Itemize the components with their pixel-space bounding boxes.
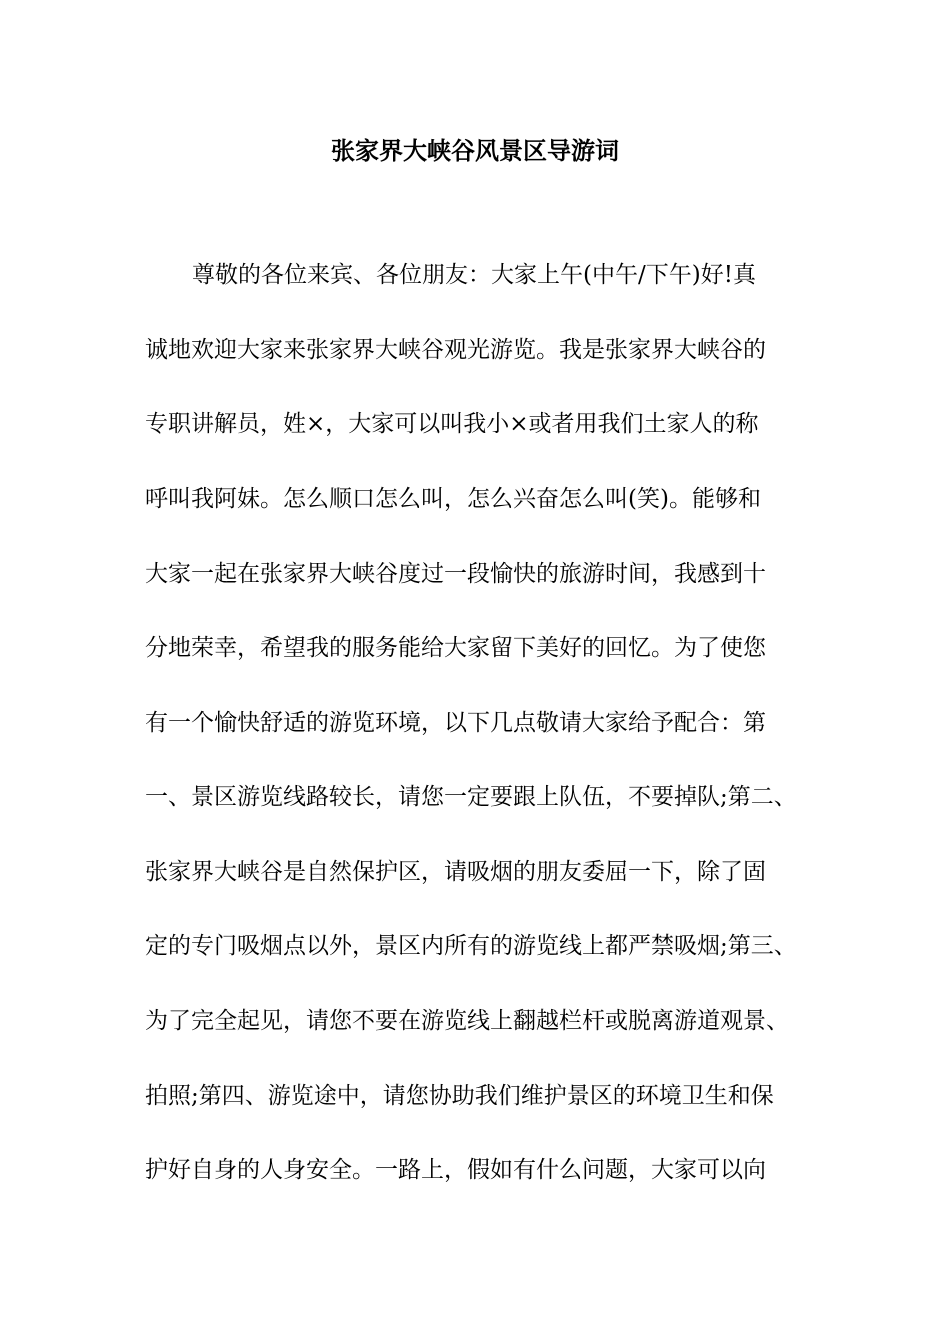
paragraph-line-2: 诚地欢迎大家来张家界大峡谷观光游览。我是张家界大峡谷的 [145, 337, 766, 363]
paragraph-line-8: 一、景区游览线路较长，请您一定要跟上队伍，不要掉队;第二、 [145, 784, 797, 810]
document-title: 张家界大峡谷风景区导游词 [331, 137, 619, 165]
paragraph-line-7: 有一个愉快舒适的游览环境，以下几点敬请大家给予配合：第 [145, 710, 766, 736]
paragraph-line-4: 呼叫我阿妹。怎么顺口怎么叫，怎么兴奋怎么叫(笑)。能够和 [145, 486, 761, 512]
paragraph-line-3: 专职讲解员，姓×，大家可以叫我小×或者用我们土家人的称 [145, 411, 759, 437]
paragraph-line-13: 护好自身的人身安全。一路上，假如有什么问题，大家可以向 [145, 1157, 766, 1183]
paragraph-line-9: 张家界大峡谷是自然保护区，请吸烟的朋友委屈一下，除了固 [145, 859, 766, 885]
paragraph-line-12: 拍照;第四、游览途中，请您协助我们维护景区的环境卫生和保 [145, 1083, 774, 1109]
paragraph-line-6: 分地荣幸，希望我的服务能给大家留下美好的回忆。为了使您 [145, 635, 766, 661]
paragraph-line-10: 定的专门吸烟点以外，景区内所有的游览线上都严禁吸烟;第三、 [145, 933, 797, 959]
paragraph-line-5: 大家一起在张家界大峡谷度过一段愉快的旅游时间，我感到十 [145, 561, 766, 587]
paragraph-line-1: 尊敬的各位来宾、各位朋友：大家上午(中午/下午)好!真 [192, 262, 756, 288]
paragraph-line-11: 为了完全起见，请您不要在游览线上翻越栏杆或脱离游道观景、 [145, 1008, 789, 1034]
